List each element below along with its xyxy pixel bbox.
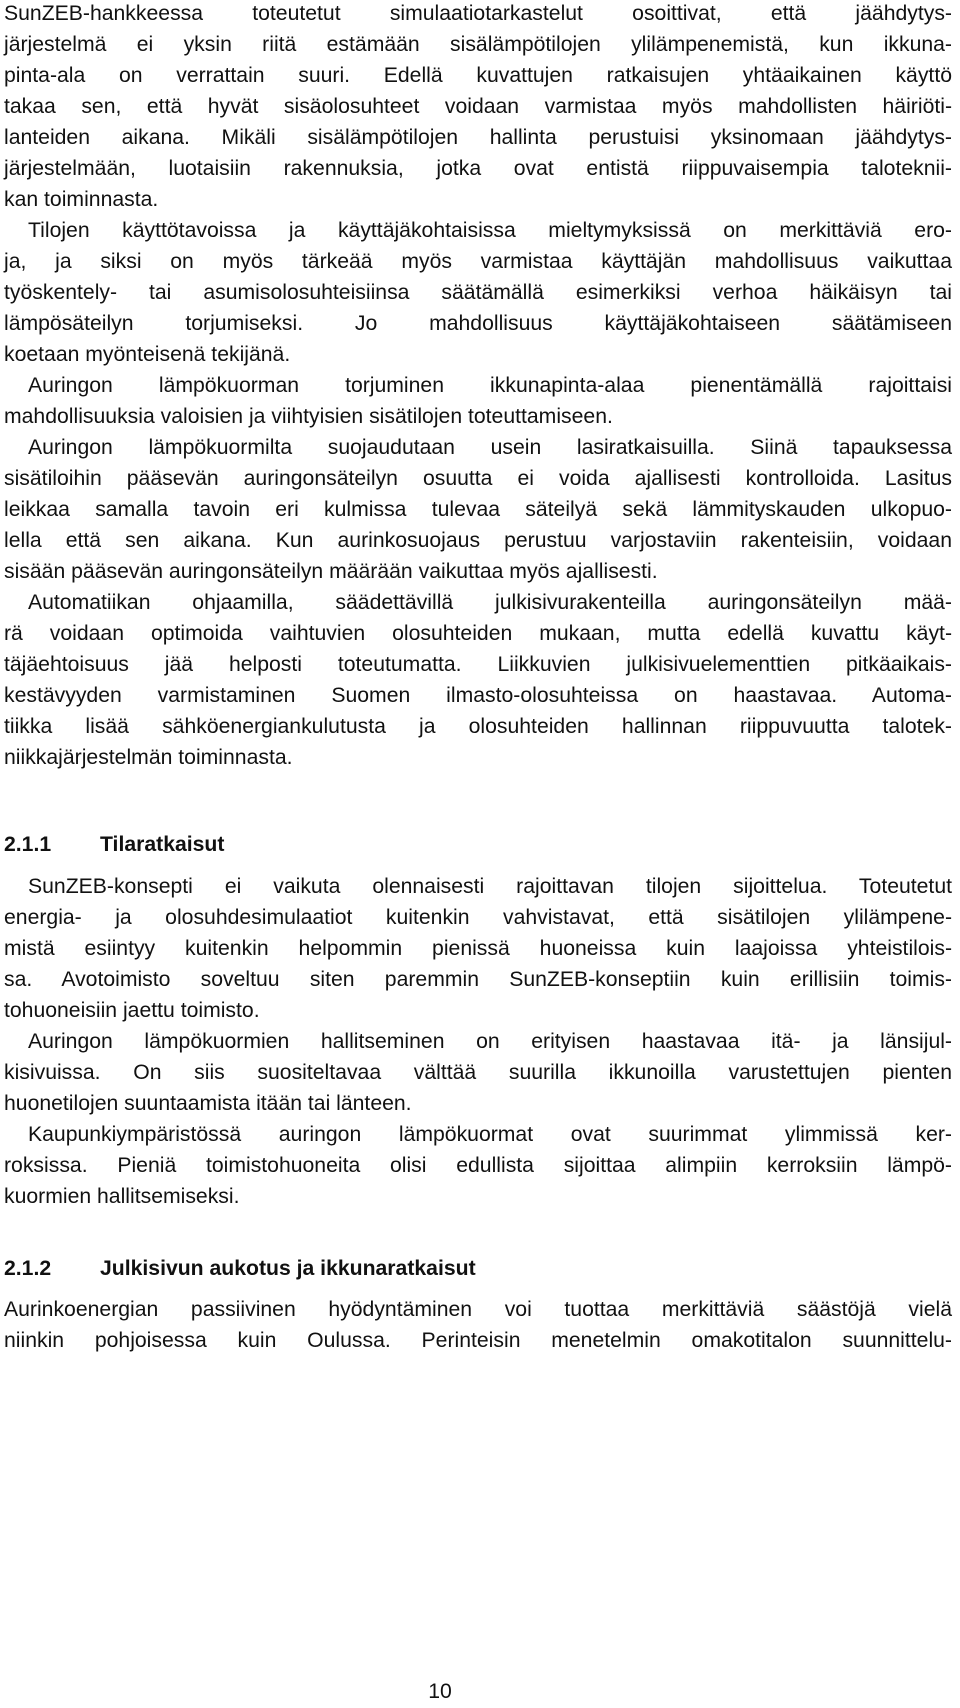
text-line: Auringon lämpökuormilta suojaudutaan usein lasiratkaisuilla. Siinä tapauksessa xyxy=(28,436,952,459)
page-number: 10 xyxy=(428,1680,452,1703)
text-line: lella että sen aikana. Kun aurinkosuojaus perustuu varjostaviin rakenteisiin, voidaan xyxy=(4,529,952,552)
text-line: työskentely- tai asumisolosuhteisiinsa säätämällä esimerkiksi verhoa häikäisyn tai xyxy=(4,281,952,304)
text-line: kestävyyden varmistaminen Suomen ilmasto-olosuhteissa on haastavaa. Automa- xyxy=(4,684,952,707)
heading-title: Julkisivun aukotus ja ikkunaratkaisut xyxy=(100,1257,476,1280)
text-line: rä voidaan optimoida vaihtuvien olosuhteiden mukaan, mutta edellä kuvattu käyt- xyxy=(4,622,952,645)
text-line: SunZEB-hankkeessa toteutetut simulaatiotarkastelut osoittivat, että jäähdytys- xyxy=(4,2,952,25)
text-line: kisivuissa. On siis suositeltavaa välttää suurilla ikkunoilla varustettujen pienten xyxy=(4,1061,952,1084)
text-line: lämpösäteilyn torjumiseksi. Jo mahdollisuus käyttäjäkohtaiseen säätämiseen xyxy=(4,312,952,335)
text-line: Aurinkoenergian passiivinen hyödyntäminen voi tuottaa merkittäviä säästöjä vielä xyxy=(4,1298,952,1321)
text-line: leikkaa samalla tavoin eri kulmissa tulevaa säteilyä sekä lämmityskauden ulkopuo- xyxy=(4,498,952,521)
text-line: täjäehtoisuus jää helposti toteutumatta. Liikkuvien julkisivuelementtien pitkäaikais- xyxy=(4,653,952,676)
section-heading-julkisivun-aukotus xyxy=(4,1255,476,1283)
text-line: lanteiden aikana. Mikäli sisälämpötilojen hallinta perustuisi yksinomaan jäähdytys- xyxy=(4,126,952,149)
text-line: Automatiikan ohjaamilla, säädettävillä julkisivurakenteilla auringonsäteilyn mää- xyxy=(28,591,952,614)
text-line: Auringon lämpökuormien hallitseminen on erityisen haastavaa itä- ja länsijul- xyxy=(28,1030,952,1053)
text-line: järjestelmään, luotaisiin rakennuksia, jotka ovat entistä riippuvaisempia taloteknii- xyxy=(4,157,952,180)
text-line: niinkin pohjoisessa kuin Oulussa. Perinteisin menetelmin omakotitalon suunnittelu- xyxy=(4,1329,952,1352)
text-line: sisätiloihin pääsevän auringonsäteilyn osuutta ei voida ajallisesti kontrolloida. Lasitus xyxy=(4,467,952,490)
text-line: ja, ja siksi on myös tärkeää myös varmistaa käyttäjän mahdollisuus vaikuttaa xyxy=(4,250,952,273)
text-line: tohuoneisiin jaettu toimisto. xyxy=(4,999,260,1022)
text-line: huonetilojen suuntaamista itään tai länteen. xyxy=(4,1092,412,1115)
text-line: sa. Avotoimisto soveltuu siten paremmin SunZEB-konseptiin kuin erillisiin toimis- xyxy=(4,968,952,991)
text-line: roksissa. Pieniä toimistohuoneita olisi edullista sijoittaa alimpiin kerroksiin lämpö- xyxy=(4,1154,952,1177)
text-line: Tilojen käyttötavoissa ja käyttäjäkohtaisissa mieltymyksissä on merkittäviä ero- xyxy=(28,219,952,242)
text-line: SunZEB-konsepti ei vaikuta olennaisesti rajoittavan tilojen sijoittelua. Toteutetut xyxy=(28,875,952,898)
text-line: koetaan myönteisenä tekijänä. xyxy=(4,343,291,366)
text-line: takaa sen, että hyvät sisäolosuhteet voidaan varmistaa myös mahdollisten häiriöti- xyxy=(4,95,952,118)
text-line: mistä esiintyy kuitenkin helpommin pienissä huoneissa kuin laajoissa yhteistilois- xyxy=(4,937,952,960)
text-line: Kaupunkiympäristössä auringon lämpökuormat ovat suurimmat ylimmissä ker- xyxy=(28,1123,952,1146)
text-line: pinta-ala on verrattain suuri. Edellä kuvattujen ratkaisujen yhtäaikainen käyttö xyxy=(4,64,952,87)
section-heading-tilaratkaisut xyxy=(4,831,224,859)
text-line: energia- ja olosuhdesimulaatiot kuitenkin vahvistavat, että sisätilojen ylilämpene- xyxy=(4,906,952,929)
heading-number: 2.1.2 xyxy=(4,1257,52,1280)
heading-number: 2.1.1 xyxy=(4,833,52,856)
text-line: sisään pääsevän auringonsäteilyn määrään vaikuttaa myös ajallisesti. xyxy=(4,560,658,583)
text-line: niikkajärjestelmän toiminnasta. xyxy=(4,746,293,769)
heading-title: Tilaratkaisut xyxy=(100,833,225,856)
text-line: kuormien hallitsemiseksi. xyxy=(4,1185,240,1208)
text-line: kan toiminnasta. xyxy=(4,188,159,211)
text-line: mahdollisuuksia valoisien ja viihtyisien sisätilojen toteuttamiseen. xyxy=(4,405,613,428)
text-line: tiikka lisää sähköenergiankulutusta ja olosuhteiden hallinnan riippuvuutta talotek- xyxy=(4,715,952,738)
text-line: järjestelmä ei yksin riitä estämään sisälämpötilojen ylilämpenemistä, kun ikkuna- xyxy=(4,33,952,56)
text-line: Auringon lämpökuorman torjuminen ikkunapinta-alaa pienentämällä rajoittaisi xyxy=(28,374,952,397)
